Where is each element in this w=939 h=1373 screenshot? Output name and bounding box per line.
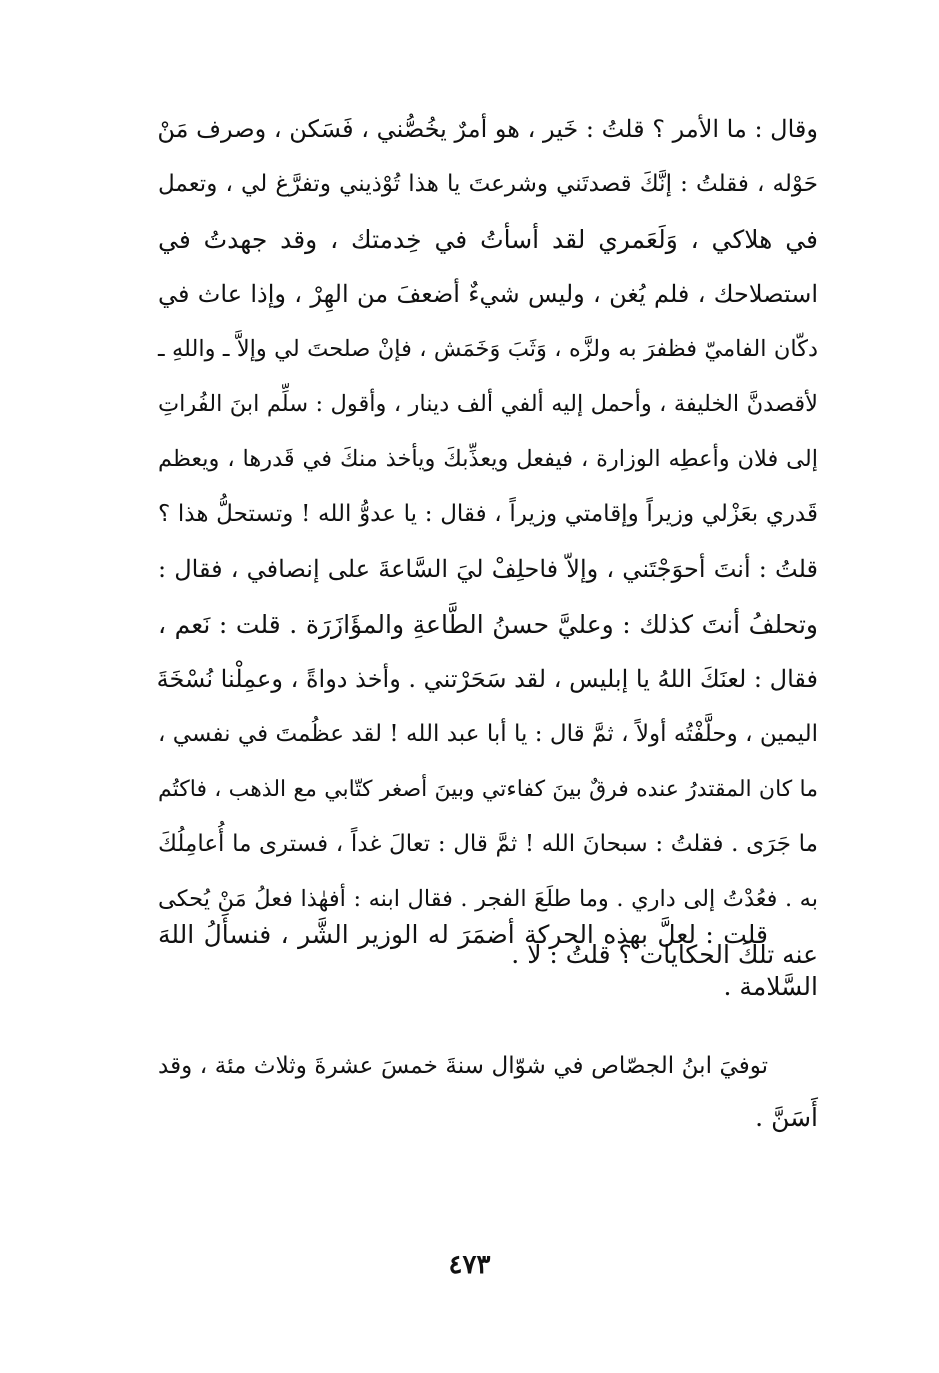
text-line: توفيَ ابنُ الجصّاص في شوّال سنةَ خمسَ عشرةَ وثلاث مئة ، وقد [158,1053,768,1079]
text-line: أَسَنَّ . [755,1103,818,1132]
text-line: لأقصدنَّ الخليفة ، وأحمل إليه ألفي ألف دينار ، وأقول : سلِّم ابنَ الفُراتِ [158,391,818,417]
text-line: إلى فلان وأعطِه الوزارة ، فيفعل ويعذِّبكَ ويأخذ منكَ في قَدرها ، ويعظم [158,446,818,472]
text-line: حَوْله ، فقلتُ : إنَّكَ قصدتَني وشرعتَ يا هذا تُوْذيني وتفرَّغ لي ، وتعمل [158,171,818,197]
text-line: وتحلفُ أنتَ كذلك : وعليَّ حسنُ الطَّاعةِ والمؤَازَرَة . قلت : نَعم ، [158,610,818,639]
text-line: قلتُ : أنتَ أحوَجْتَني ، وإلاّ فاحلِفْ ليَ السَّاعةَ على إنصافي ، فقال : [158,555,818,583]
text-line: اليمين ، وحلَّفْتُه أولاً ، ثمَّ قال : يا أبا عبد الله ! لقد عظُمتَ في نفسي ، [158,721,818,747]
text-line: قلت : لعلَّ بهذه الحركة أضمَرَ له الوزير الشَّر ، فنسأَلُ اللهَ [158,920,768,949]
paragraph-main [158,102,818,982]
page-number: ٤٧٣ [448,1250,491,1280]
text-line: قَدري بعَزْلي وزيراً وإقامتي وزيراً ، فقال : يا عدوُّ الله ! وتستحلُّ هذا ؟ [158,501,818,527]
text-line: دكّان الفاميّ فظفرَ به ولزَّه ، وَثَبَ وَخَمَش ، فإنْ صلحتَ لي وإلاَّ ـ واللهِ ـ [158,336,818,362]
text-line: في هلاكي ، وَلَعَمري لقد أسأتُ في خِدمتك ، وقد جهدتُ في [158,225,818,254]
text-line: استصلاحك ، فلم يُغن ، وليس شيءٌ أضعفَ من الهِرْ ، وإذا عاث في [158,280,818,308]
text-line: السَّلامة . [723,972,818,1001]
text-line: عنه تلكَ الحكايات ؟ قلتُ : لا . [511,940,818,969]
paragraph-death-note [158,1040,818,1144]
paragraph-comment [158,909,818,1013]
text-line: وقال : ما الأمر ؟ قلتُ : خَير ، هو أمرٌ يخُصُّني ، فَسَكن ، وصرف مَنْ [157,115,818,143]
text-line: به . فعُدْتُ إلى داري . وما طلَعَ الفجر . فقال ابنه : أفهٰذا فعلُ مَنْ يُحكى [158,886,818,912]
text-line: ما جَرَى . فقلتُ : سبحانَ الله ! ثمَّ قال : تعالَ غداً ، فسترى ما أُعامِلُكَ [158,831,818,857]
text-line: ما كان المقتدرُ عنده فرقٌ بينَ كفاءتي وبينَ أصغر كتّابي مع الذهب ، فاكتُم [158,777,818,802]
text-line: فقال : لعنَكَ اللهُ يا إبليس ، لقد سَحَرْتني . وأخذ دواةً ، وعمِلْنا نُسْخَةَ [156,665,818,693]
